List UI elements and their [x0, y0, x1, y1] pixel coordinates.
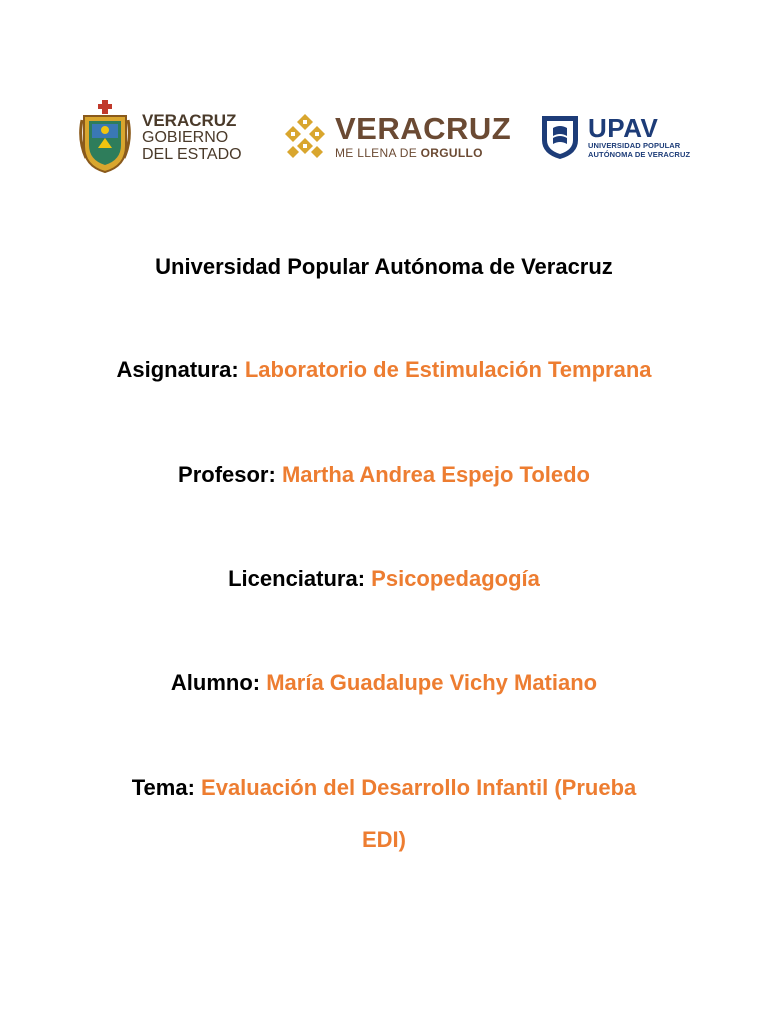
topic-line [0, 775, 768, 801]
topic-value-line1: Evaluación del Desarrollo Infantil (Prueba [201, 775, 637, 800]
upav-title: UPAV [588, 113, 659, 143]
government-logo-line1: VERACRUZ [142, 110, 237, 130]
upav-subtitle-line2: AUTÓNOMA DE VERACRUZ [588, 150, 691, 159]
veracruz-orgullo-title: VERACRUZ [335, 111, 512, 146]
subject-value: Laboratorio de Estimulación Temprana [244, 357, 652, 382]
tagline-prefix: ME LLENA DE [335, 146, 417, 160]
professor-label: Profesor: [178, 462, 276, 487]
university-name-text: Universidad Popular Autónoma de Veracruz [155, 254, 613, 279]
student-line [0, 670, 768, 696]
professor-line [0, 462, 768, 488]
university-name [0, 254, 768, 280]
degree-value: Psicopedagogía [371, 566, 540, 591]
degree-line [0, 566, 768, 592]
professor-value: Martha Andrea Espejo Toledo [281, 462, 590, 487]
veracruz-orgullo-text [335, 111, 512, 160]
upav-logo [540, 114, 690, 160]
subject-line [0, 357, 768, 383]
government-logo-line2: GOBIERNO [142, 128, 229, 146]
degree-label: Licenciatura: [228, 566, 366, 591]
student-value: María Guadalupe Vichy Matiano [266, 670, 598, 695]
diamond-pattern-icon [283, 112, 327, 162]
logo-header [0, 92, 768, 182]
subject-label: Asignatura: [116, 357, 239, 382]
topic-line-continued [0, 827, 768, 853]
veracruz-orgullo-logo [283, 112, 511, 162]
upav-subtitle-line1: UNIVERSIDAD POPULAR [588, 141, 681, 150]
coat-of-arms-icon [78, 100, 132, 174]
tagline-bold: ORGULLO [420, 146, 483, 160]
topic-label: Tema: [131, 775, 195, 800]
topic-value-line2: EDI) [362, 827, 406, 852]
upav-shield-icon [540, 114, 580, 160]
veracruz-government-logo [78, 100, 242, 174]
upav-logo-text [588, 115, 690, 159]
government-logo-text [142, 112, 242, 163]
veracruz-orgullo-tagline [335, 146, 511, 160]
government-logo-line3: DEL ESTADO [142, 145, 242, 163]
student-label: Alumno: [170, 670, 261, 695]
